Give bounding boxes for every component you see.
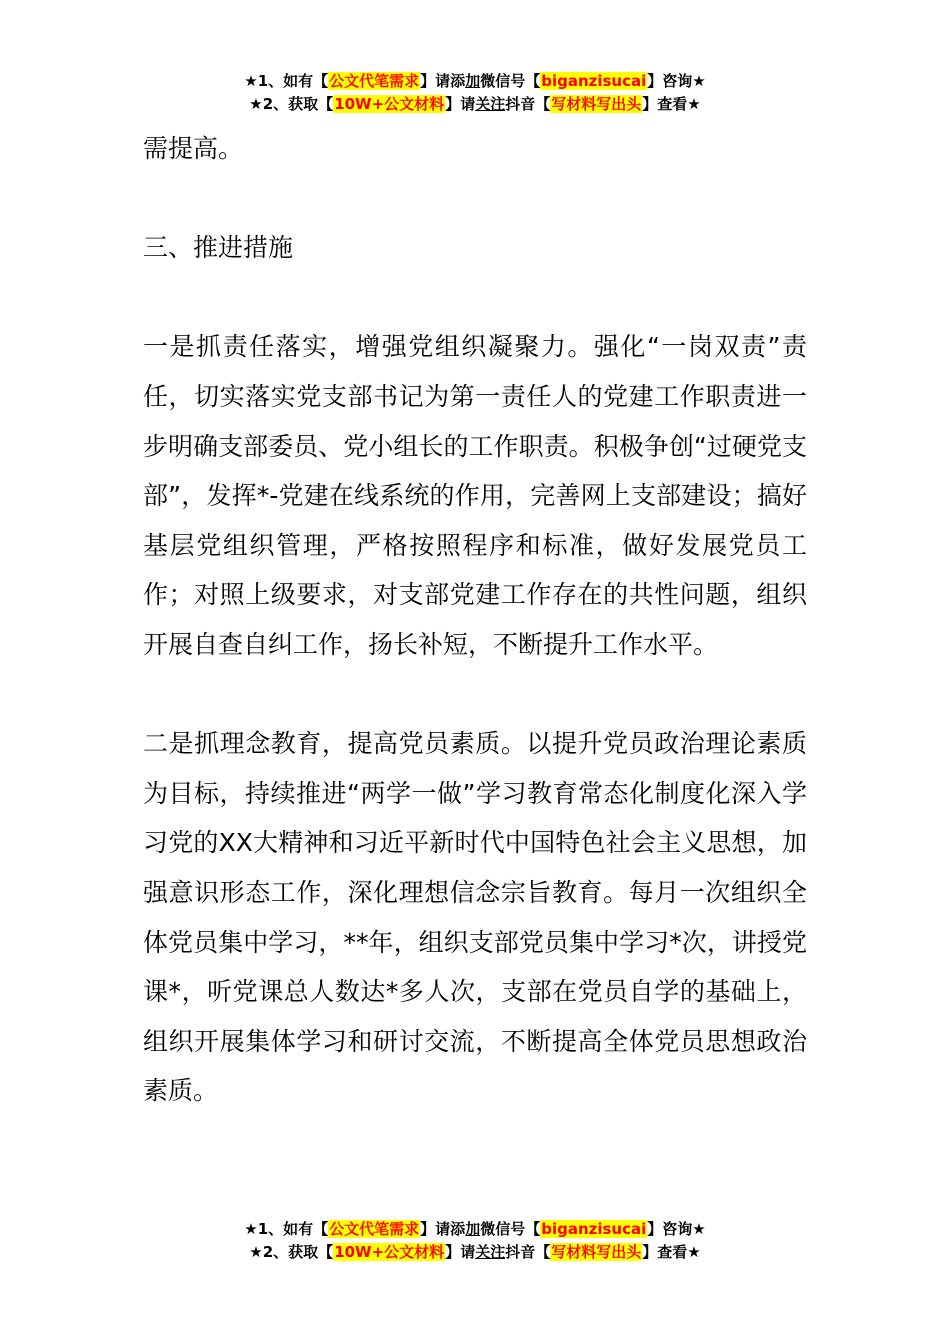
paragraph-spacer [143,273,807,323]
banner-text: 】查看★ [642,95,701,113]
banner-text: ★2、获取【 [249,95,334,113]
section-heading: 三、推进措施 [143,233,294,263]
paragraph-spacer [143,174,807,224]
highlight-materials: 10W+公文材料 [334,95,445,113]
banner-text: 】请 [445,1243,476,1261]
banner-line-2 [0,1241,950,1264]
banner-line-2 [0,93,950,116]
highlight-service: 公文代笔需求 [329,1220,420,1238]
carryover-text: 需提高。 [143,134,244,163]
banner-line-1 [0,1218,950,1241]
highlight-wechat-id: biganzisucai [541,1220,647,1238]
highlight-douyin-account: 写材料写出头 [551,1243,642,1261]
highlight-wechat-id: biganzisucai [541,72,647,90]
underlined-text: 加 [465,72,481,90]
header-banner [0,70,950,116]
banner-text: 】请 [445,95,476,113]
banner-text: ★2、获取【 [249,1243,334,1261]
banner-text: 抖音【 [505,1243,551,1261]
document-body [143,124,807,1116]
banner-text: 】请添 [420,72,466,90]
paragraph-education: 二是抓理念教育，提高党员素质。以提升党员政治理论素质为目标，持续推进“两学一做”学习教育常态化制度化深入学习党的XX大精神和习近平新时代中国特色社会主义思想，加强意识形态工作，深化理想信念宗旨教育。每月一次组织全体党员集中学习，**年，组织支部党员集中学习*次，讲授党课*，听党课总人数达*多人次，支部在党员自学的基础上，组织开展集体学习和研讨交流，不断提高全体党员思想政治素质。 [143,729,807,1106]
banner-text: ★1、如有【 [244,1220,329,1238]
banner-text: 微信号【 [480,72,541,90]
banner-text: 微信号【 [480,1220,541,1238]
footer-banner [0,1218,950,1264]
banner-text: 】咨询★ [647,1220,706,1238]
banner-text: 抖音【 [505,95,551,113]
banner-text: 】请添 [420,1220,466,1238]
highlight-service: 公文代笔需求 [329,72,420,90]
banner-text: ★1、如有【 [244,72,329,90]
underlined-text: 关注 [475,1243,506,1261]
banner-text: 】咨询★ [647,72,706,90]
underlined-text: 加 [465,1220,481,1238]
highlight-materials: 10W+公文材料 [334,1243,445,1261]
banner-line-1 [0,70,950,93]
paragraph-spacer [143,670,807,720]
paragraph-responsibility: 一是抓责任落实，增强党组织凝聚力。强化“一岗双责”责任，切实落实党支部书记为第一责任人的党建工作职责进一步明确支部委员、党小组长的工作职责。积极争创“过硬党支部”，发挥*-党建在线系统的作用，完善网上支部建设；搞好基层党组织管理，严格按照程序和标准，做好发展党员工作；对照上级要求，对支部党建工作存在的共性问题，组织开展自查自纠工作，扬长补短，不断提升工作水平。 [143,332,807,659]
highlight-douyin-account: 写材料写出头 [551,95,642,113]
banner-text: 】查看★ [642,1243,701,1261]
underlined-text: 关注 [475,95,506,113]
